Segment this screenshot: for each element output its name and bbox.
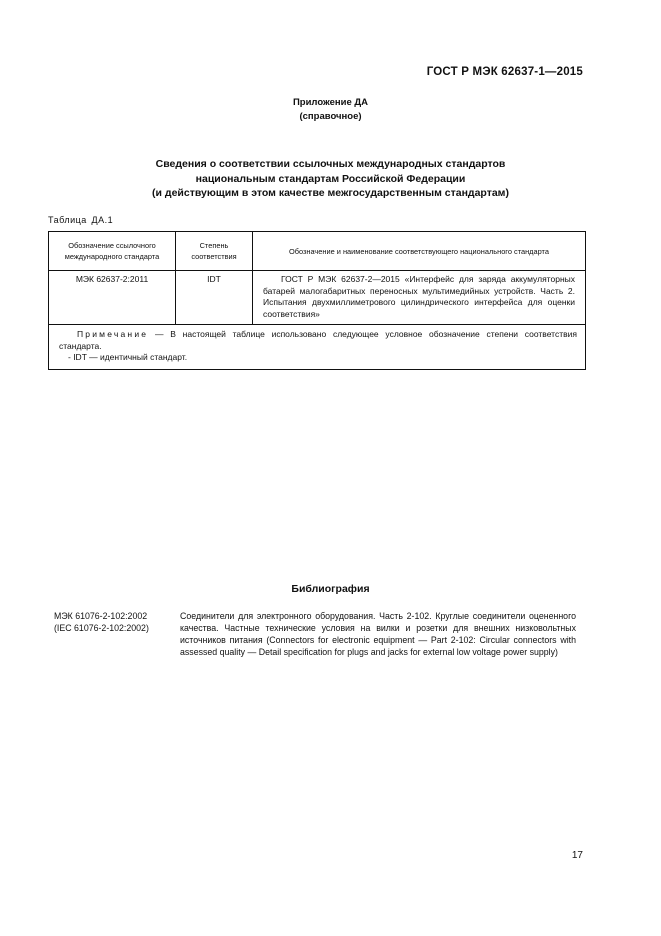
note-item: - IDT — идентичный стандарт. [68,352,188,362]
table-header-row [49,232,586,271]
note-label: Примечание [77,329,149,339]
header-intl-standard-line2: международного стандарта [64,252,160,261]
note-text [59,329,577,352]
table-note-row [49,325,586,370]
cell-intl-standard: МЭК 62637-2:2011 [49,271,176,325]
appendix-subtitle: (справочное) [299,111,362,122]
section-title-line3: (и действующим в этом качестве межгосударственным стандартам) [152,187,509,199]
header-degree [176,232,253,271]
section-title-line2: национальным стандартам Российской Федерации [195,172,466,185]
table-row [49,271,586,325]
bibliography-entry-code [54,610,174,634]
section-title-line1: Сведения о соответствии ссылочных международных стандартов [155,158,506,170]
correspondence-table [48,231,586,370]
document-header-code: ГОСТ Р МЭК 62637-1—2015 [426,66,583,78]
note-body: — В настоящей таблице использовано следующее условное обозначение степени соответствия стандарта. [59,329,577,351]
cell-degree: IDT [176,271,253,325]
bibliography-code-alt: (IEC 61076-2-102:2002) [54,623,149,633]
table-note [49,325,586,370]
bibliography-title: Библиография [291,583,370,595]
appendix-heading [0,96,661,124]
header-degree-line2: соответствия [191,252,237,261]
bibliography-entry-text: Соединители для электронного оборудования. Часть 2-102. Круглые соединители оцененного качества. Частные технические условия на вилки и розетки для внешних низковольтных источников питания (Connectors for electronic equipment — Part 2-102: Circular connectors with assessed quality — Detail specification for plugs and jacks for external low voltage power supply) [180,611,576,657]
header-intl-standard [49,232,176,271]
table-label-number: ДА.1 [91,215,114,225]
header-intl-standard-line1: Обозначение ссылочного [68,241,156,250]
appendix-title: Приложение ДА [292,97,369,108]
table-label [48,215,113,225]
cell-national-standard: ГОСТ Р МЭК 62637-2—2015 «Интерфейс для заряда аккумуляторных батарей малогабаритных переносных мультимедийных устройств. Часть 2. Испытания двухмиллиметрового цилиндрического интерфейса для оценки соответствия» [253,271,586,325]
page-number: 17 [571,850,583,861]
header-national-standard: Обозначение и наименование соответствующего национального стандарта [253,232,586,271]
header-degree-line1: Степень [199,241,229,250]
section-title [0,157,661,201]
bibliography-code: МЭК 61076-2-102:2002 [54,611,148,621]
table-label-word: Таблица [48,215,87,225]
